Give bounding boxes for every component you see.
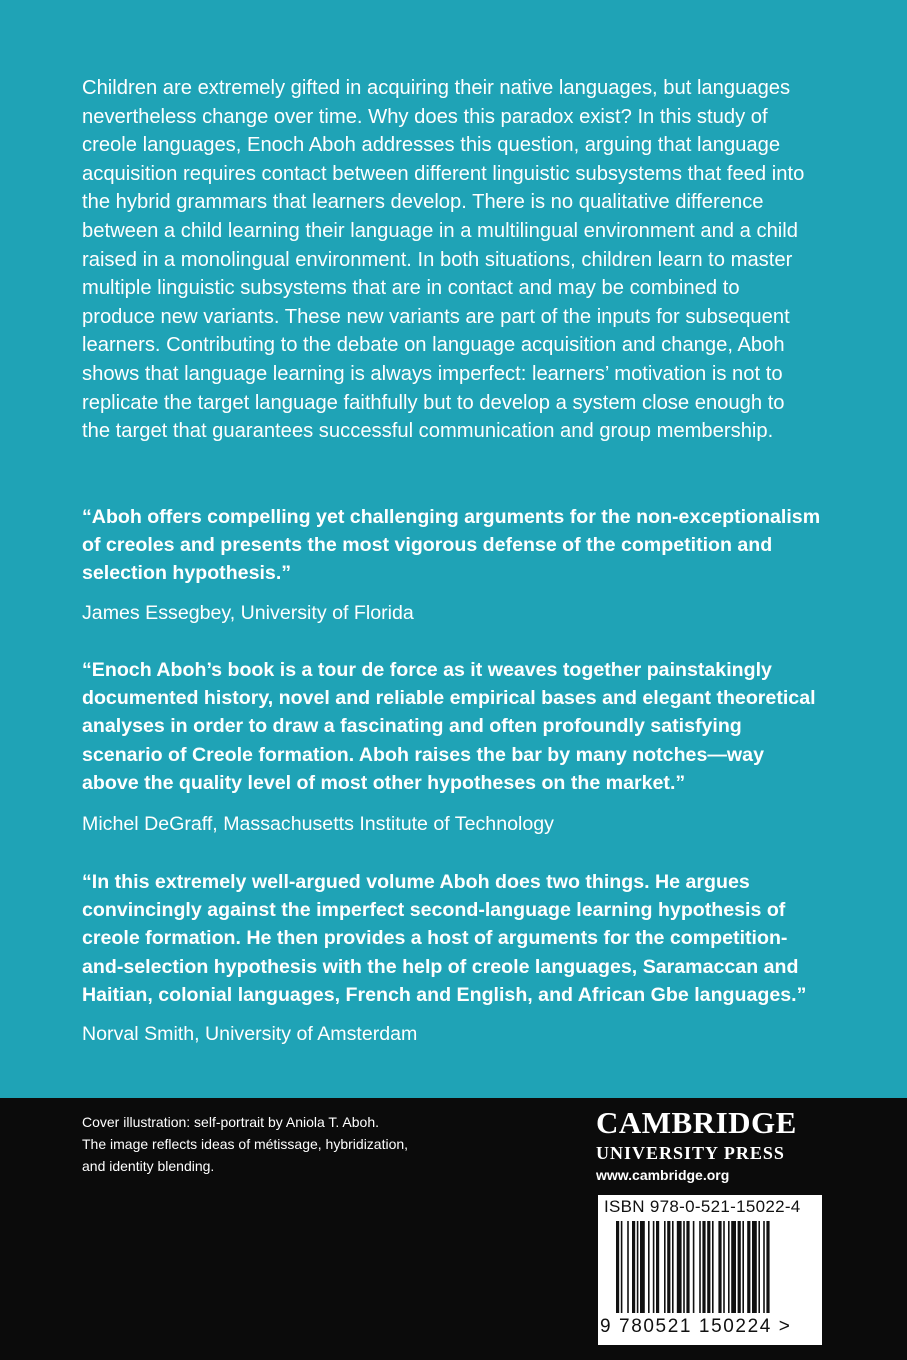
review-quote-2: “Enoch Aboh’s book is a tour de force as it weaves together painstakingly documented history, novel and reliable empirical bases and elegant theoretical analyses in order to draw a fascinating and often profoundly satisfying scenario of Creole formation. Aboh raises the bar by many notches—way above the quality level of most other hypotheses on the market.” [82,659,816,794]
barcode-bar [632,1221,635,1313]
barcode-bar [752,1221,757,1313]
barcode-bar [731,1221,736,1313]
review-attribution-2: Michel DeGraff, Massachusetts Institute of Technology [82,813,554,835]
book-description: Children are extremely gifted in acquiring their native languages, but languages nevertheless change over time. Why does this paradox exist? In this study of creole languages, Enoch Aboh addresses this question, arguing that language acquisition requires contact between different linguistic subsystems that feed into the hybrid grammars that learners develop. There is no qualitative difference between a child learning their language in a multilingual environment and a child raised in a monolingual environment. In both situations, children learn to master multiple linguistic subsystems that are in contact and may be combined to produce new variants. These new variants are part of the inputs for subsequent learners. Contributing to the debate on language acquisition and change, Aboh shows that language learning is always imperfect: learners’ motivation is not to replicate the target language faithfully but to develop a system close enough to the target that guarantees successful communication and group membership. [82,77,805,443]
barcode-bar [718,1221,721,1313]
barcode-bar [742,1221,744,1313]
barcode-bar [677,1221,682,1313]
review-attribution-3: Norval Smith, University of Amsterdam [82,1023,418,1045]
barcode-bar [763,1221,765,1313]
cover-credit-line-2: The image reflects ideas of métissage, hybridization, [82,1136,409,1152]
barcode-bar [627,1221,629,1313]
barcode-bar [664,1221,666,1313]
barcode-bar [667,1221,670,1313]
barcode-bar [672,1221,674,1313]
barcode-bar [693,1221,695,1313]
publisher-subtitle: UNIVERSITY PRESS [596,1143,785,1163]
cover-credit-line-3: and identity blending. [82,1158,215,1174]
barcode-bar [712,1221,714,1313]
barcode-digits: 9 780521 150224 > [600,1316,792,1337]
barcode-bar [648,1221,650,1313]
barcode-bar [640,1221,645,1313]
barcode-bar [758,1221,760,1313]
barcode-bar [728,1221,730,1313]
review-quote-1: “Aboh offers compelling yet challenging arguments for the non-exceptionalism of creoles and presents the most vigorous defense of the competition and selection hypothesis.” [82,506,821,585]
barcode-bar [699,1221,701,1313]
cover-credit-line-1: Cover illustration: self-portrait by Aniola T. Aboh. [82,1114,380,1130]
barcode-bar [723,1221,725,1313]
barcode-bar [656,1221,659,1313]
barcode-bar [738,1221,741,1313]
publisher-url: www.cambridge.org [596,1167,730,1183]
barcode-bar [683,1221,685,1313]
barcode-bar [621,1221,623,1313]
barcode-bar [653,1221,655,1313]
barcode-bar [766,1221,769,1313]
barcode-bar [637,1221,639,1313]
review-attribution-1: James Essegbey, University of Florida [82,602,414,624]
cover-credit [82,1111,502,1177]
barcode-bar [702,1221,705,1313]
barcode-bar [707,1221,710,1313]
review-quote-3: “In this extremely well-argued volume Aboh does two things. He argues convincingly against the imperfect second-language learning hypothesis of creole formation. He then provides a host of arguments for the competition-and-selection hypothesis with the help of creole languages, Saramaccan and Haitian, colonial languages, French and English, and African Gbe languages.” [82,871,807,1006]
publisher-name: CAMBRIDGE [596,1105,797,1140]
barcode-bar [686,1221,689,1313]
publisher-logo [596,1106,836,1185]
barcode-panel [598,1195,822,1345]
barcode-icon [602,1221,818,1317]
isbn-label: ISBN 978-0-521-15022-4 [604,1197,801,1216]
barcode-bar [747,1221,750,1313]
barcode-bar [616,1221,619,1313]
